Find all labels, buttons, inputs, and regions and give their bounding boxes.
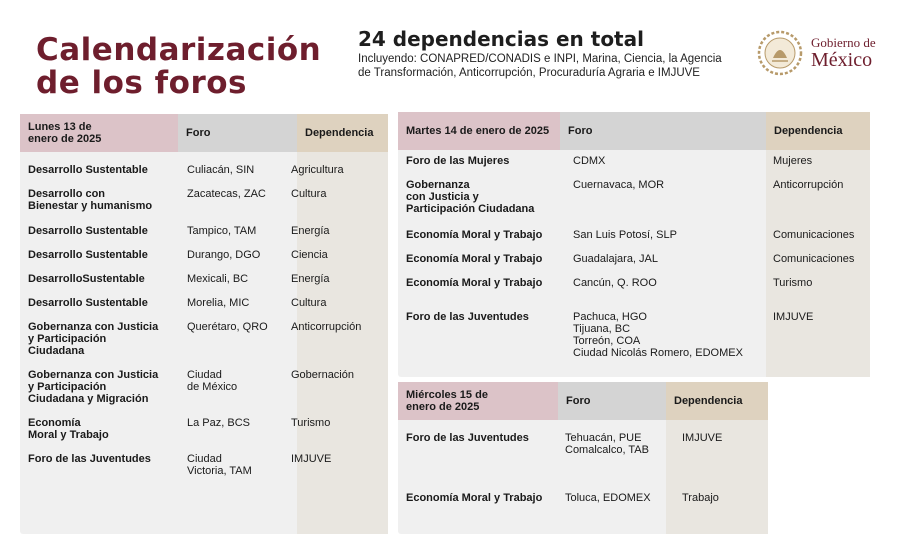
forum-name (406, 432, 529, 444)
forum-location-line: Guadalajara, JAL (573, 253, 658, 265)
dependency (773, 311, 813, 323)
dependency-line: Anticorrupción (773, 179, 844, 191)
forum-name (406, 311, 529, 323)
forum-name-line: Gobernanza (406, 179, 470, 191)
forum-name-line: Ciudadana (28, 345, 85, 357)
dependency (291, 417, 330, 429)
forum-location-line: Tampico, TAM (187, 225, 257, 237)
gobierno-de-mexico-logo (757, 30, 887, 78)
forum-name (28, 249, 148, 261)
forum-name-line: DesarrolloSustentable (28, 273, 145, 285)
date-header (398, 382, 558, 420)
page-title-line-1: Calendarización (36, 32, 322, 68)
forum-name-line: Economía Moral y Trabajo (406, 253, 543, 265)
forum-location (187, 321, 268, 333)
summary-body-line-1: Incluyendo: CONAPRED/CONADIS e INPI, Marina, Ciencia, la Agencia (358, 53, 722, 65)
logo-text-line-2: México (811, 49, 873, 71)
forum-name-line: Desarrollo con (28, 188, 106, 200)
date-line-2: enero de 2025 (28, 133, 102, 145)
forum-name-line: Economía Moral y Trabajo (406, 492, 543, 504)
forum-location-line: Toluca, EDOMEX (565, 492, 651, 504)
page-title (36, 34, 321, 100)
forum-name-line: con Justicia y (406, 191, 479, 203)
forum-name-line: Gobernanza con Justicia (28, 369, 159, 381)
forum-location-line: Tehuacán, PUE (565, 432, 642, 444)
forum-location-line: de México (187, 381, 238, 393)
date-header (398, 112, 560, 150)
panel-header (20, 114, 388, 152)
forum-name (28, 321, 158, 357)
dependency-line: IMJUVE (773, 311, 814, 323)
dependency-line: Gobernación (291, 369, 354, 381)
forum-name (28, 225, 148, 237)
dependency-line: Energía (291, 225, 330, 237)
forum-location (187, 417, 250, 429)
forum-location (573, 229, 677, 241)
forum-location-line: San Luis Potosí, SLP (573, 229, 677, 241)
dependency (773, 155, 812, 167)
forum-name-line: Foro de las Mujeres (406, 155, 510, 167)
forum-location (573, 155, 605, 167)
forum-location (187, 453, 252, 477)
forum-name-line: Ciudadana y Migración (28, 393, 149, 405)
dependency (773, 229, 854, 241)
dependency-line: Anticorrupción (291, 321, 362, 333)
forum-location-line: Morelia, MIC (187, 297, 250, 309)
forum-name-line: Economía Moral y Trabajo (406, 229, 543, 241)
dependency (291, 164, 344, 176)
forum-name-line: Bienestar y humanismo (28, 200, 153, 212)
summary-heading: 24 dependencias en total (358, 27, 644, 51)
forum-location-line: Querétaro, QRO (187, 321, 268, 333)
forum-name (28, 369, 158, 405)
forum-name (406, 492, 542, 504)
forum-location-line: Ciudad Nicolás Romero, EDOMEX (573, 347, 743, 359)
forum-location (187, 369, 237, 393)
dependency (291, 273, 330, 285)
forum-name-line: Foro de las Juventudes (28, 453, 151, 465)
forum-name-line: Desarrollo Sustentable (28, 249, 148, 261)
forum-location-line: CDMX (573, 155, 606, 167)
forum-location-line: Tijuana, BC (573, 323, 631, 335)
forum-name (28, 453, 151, 465)
dependency-line: Trabajo (682, 492, 719, 504)
summary-body (358, 52, 758, 80)
dependency-line: Mujeres (773, 155, 813, 167)
forum-name (406, 229, 542, 241)
forum-location (565, 432, 649, 456)
dependency-line: IMJUVE (291, 453, 332, 465)
dependency (291, 188, 326, 200)
dependency-line: IMJUVE (682, 432, 723, 444)
forum-location (187, 249, 260, 261)
date-line-1: Miércoles 15 de (406, 389, 488, 401)
dependencia-column-header: Dependencia (666, 382, 768, 420)
forum-name (28, 417, 109, 441)
dependency (773, 179, 843, 191)
dependency-line: Agricultura (291, 164, 344, 176)
forum-location-line: Culiacán, SIN (187, 164, 255, 176)
forum-location-line: Victoria, TAM (187, 465, 252, 477)
dependency (291, 297, 326, 309)
dependencia-column-header: Dependencia (766, 112, 870, 150)
dependency-line: Cultura (291, 297, 327, 309)
dependency-column-bg (297, 152, 388, 534)
dependency-line: Turismo (291, 417, 331, 429)
forum-location (187, 225, 256, 237)
panel-header (398, 382, 768, 420)
forum-location-line: Ciudad (187, 453, 222, 465)
forum-name (406, 253, 542, 265)
forum-location (187, 297, 249, 309)
forum-location-line: Pachuca, HGO (573, 311, 647, 323)
schedule-panel-wednesday (398, 382, 768, 534)
forum-location-line: Ciudad (187, 369, 222, 381)
forum-location-line: Torreón, COA (573, 335, 641, 347)
forum-location-line: Cancún, Q. ROO (573, 277, 657, 289)
forum-location-line: Durango, DGO (187, 249, 261, 261)
forum-name (28, 297, 148, 309)
foro-column-header: Foro (558, 382, 666, 420)
forum-name-line: Participación Ciudadana (406, 203, 535, 215)
logo-text-line-1: Gobierno de (811, 35, 876, 50)
forum-name-line: Desarrollo Sustentable (28, 164, 148, 176)
dependency-line: Turismo (773, 277, 813, 289)
foro-column-header: Foro (560, 112, 766, 150)
forum-location (187, 273, 248, 285)
dependency (291, 369, 354, 381)
forum-name-line: Economía (28, 417, 81, 429)
foro-column-header: Foro (178, 114, 297, 152)
forum-name (28, 188, 152, 212)
dependency (773, 253, 854, 265)
date-header (20, 114, 178, 152)
forum-name-line: Moral y Trabajo (28, 429, 109, 441)
schedule-panel-monday (20, 114, 388, 534)
panel-header (398, 112, 870, 150)
forum-location-line: La Paz, BCS (187, 417, 250, 429)
forum-location-line: Zacatecas, ZAC (187, 188, 266, 200)
dependency (291, 249, 328, 261)
forum-name-line: y Participación (28, 381, 107, 393)
schedule-panel-tuesday (398, 112, 870, 377)
dependencia-column-header: Dependencia (297, 114, 388, 152)
date-line-1: Martes 14 de enero de 2025 (406, 125, 550, 137)
forum-location (573, 253, 658, 265)
forum-name (28, 164, 148, 176)
forum-name (406, 179, 534, 215)
forum-name-line: Desarrollo Sustentable (28, 225, 148, 237)
summary-body-line-2: de Transformación, Anticorrupción, Procuraduría Agraria e IMJUVE (358, 67, 700, 79)
dependency (773, 277, 812, 289)
forum-location (565, 492, 651, 504)
summary (358, 27, 758, 80)
dependency-line: Comunicaciones (773, 253, 855, 265)
dependency-line: Comunicaciones (773, 229, 855, 241)
forum-location-line: Cuernavaca, MOR (573, 179, 665, 191)
forum-location (573, 277, 657, 289)
forum-location (187, 164, 254, 176)
dependency (682, 432, 722, 444)
forum-name-line: y Participación (28, 333, 107, 345)
date-line-1: Lunes 13 de (28, 121, 92, 133)
forum-name-line: Foro de las Juventudes (406, 432, 529, 444)
dependency (682, 492, 719, 504)
forum-location-line: Comalcalco, TAB (565, 444, 649, 456)
dependency (291, 453, 331, 465)
forum-name (406, 155, 509, 167)
dependency (291, 321, 361, 333)
forum-location (573, 311, 743, 359)
dependency-line: Cultura (291, 188, 327, 200)
forum-name-line: Gobernanza con Justicia (28, 321, 159, 333)
forum-name-line: Economía Moral y Trabajo (406, 277, 543, 289)
coat-of-arms-icon (757, 30, 803, 76)
forum-location (573, 179, 664, 191)
dependency-line: Ciencia (291, 249, 328, 261)
forum-name-line: Foro de las Juventudes (406, 311, 529, 323)
logo-text (811, 36, 876, 70)
forum-location-line: Mexicali, BC (187, 273, 249, 285)
forum-location (187, 188, 266, 200)
dependency (291, 225, 330, 237)
forum-name-line: Desarrollo Sustentable (28, 297, 148, 309)
date-line-2: enero de 2025 (406, 401, 480, 413)
forum-name (28, 273, 145, 285)
forum-name (406, 277, 542, 289)
page-title-line-2: de los foros (36, 65, 247, 101)
dependency-line: Energía (291, 273, 330, 285)
